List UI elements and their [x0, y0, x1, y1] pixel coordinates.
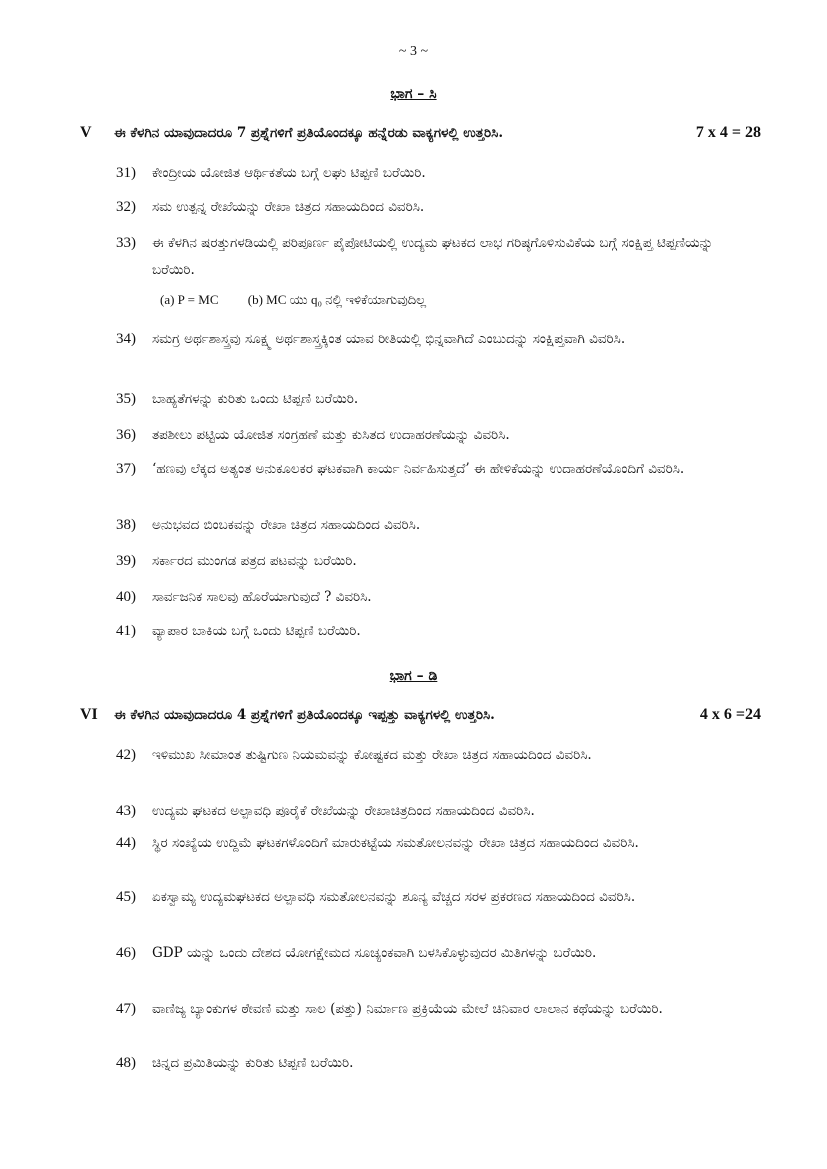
question-31: [100, 160, 757, 187]
section-d-heading: ಭಾಗ – ಡಿ: [389, 668, 438, 684]
question-text: ಬಾಹ್ಯತೆಗಳನ್ನು ಕುರಿತು ಒಂದು ಟಿಪ್ಪಣಿ ಬರೆಯಿರಿ.: [152, 391, 359, 407]
question-38: [100, 512, 757, 539]
question-number: 42): [116, 747, 136, 763]
question-number: 31): [116, 165, 136, 181]
question-text: ವ್ಯಾಪಾರ ಬಾಕಿಯ ಬಗ್ಗೆ ಒಂದು ಟಿಪ್ಪಣಿ ಬರೆಯಿರಿ.: [152, 623, 361, 639]
question-number: 43): [116, 803, 136, 819]
question-text: ಇಳಿಮುಖ ಸೀಮಾಂತ ತುಷ್ಟಿಗುಣ ನಿಯಮವನ್ನು ಕೋಷ್ಟಕದ ಮತ್ತು ರೇಖಾ ಚಿತ್ರದ ಸಹಾಯದಿಂದ ವಿವರಿಸಿ.: [152, 747, 592, 763]
section-d-instruction: ಈ ಕೆಳಗಿನ ಯಾವುದಾದರೂ 4 ಪ್ರಶ್ನೆಗಳಿಗೆ ಪ್ರತಿಯೊಂದಕ್ಕೂ ಇಪ್ಪತ್ತು ವಾಕ್ಯಗಳಲ್ಲಿ ಉತ್ತರಿಸಿ.: [114, 707, 495, 723]
question-number: 33): [116, 235, 136, 251]
question-36: [100, 422, 757, 449]
question-47: [100, 996, 757, 1023]
page-number: ~ 3 ~: [398, 44, 429, 59]
question-32: [100, 194, 757, 221]
question-43: [100, 798, 757, 825]
question-text: ಚಿನ್ನದ ಪ್ರಮಿತಿಯನ್ನು ಕುರಿತು ಟಿಪ್ಪಣಿ ಬರೆಯಿರಿ.: [152, 1055, 354, 1071]
question-41: [100, 618, 757, 645]
question-number: 48): [116, 1055, 136, 1071]
question-number: 34): [116, 331, 136, 347]
question-48: [100, 1050, 757, 1077]
question-40: [100, 584, 757, 611]
section-d-marks: 4 x 6 =24: [699, 706, 761, 723]
question-35: [100, 386, 757, 413]
question-text: GDP ಯನ್ನು ಒಂದು ದೇಶದ ಯೋಗಕ್ಷೇಮದ ಸೂಚ್ಯಂಕವಾಗಿ ಬಳಸಿಕೊಳ್ಳುವುದರ ಮಿತಿಗಳನ್ನು ಬರೆಯಿರಿ.: [152, 945, 597, 961]
question-number: 39): [116, 553, 136, 569]
question-number: 38): [116, 517, 136, 533]
question-text: ‘ಹಣವು ಲೆಕ್ಕದ ಅತ್ಯಂತ ಅನುಕೂಲಕರ ಘಟಕವಾಗಿ ಕಾರ್ಯ ನಿರ್ವಹಿಸುತ್ತದೆ’ ಈ ಹೇಳಿಕೆಯನ್ನು ಉದಾಹರಣೆಯೊಂದಿಗೆ ವಿವರಿಸಿ.: [152, 461, 685, 477]
question-text: ಸರ್ಕಾರದ ಮುಂಗಡ ಪತ್ರದ ಪಟವನ್ನು ಬರೆಯಿರಿ.: [152, 553, 357, 569]
question-number: 37): [116, 461, 136, 477]
question-text: ತಪಶೀಲು ಪಟ್ಟಿಯ ಯೋಜಿತ ಸಂಗ್ರಹಣೆ ಮತ್ತು ಕುಸಿತದ ಉದಾಹರಣೆಯನ್ನು ವಿವರಿಸಿ.: [152, 427, 510, 443]
question-34: [100, 326, 757, 353]
question-number: 36): [116, 427, 136, 443]
question-number: 46): [116, 945, 136, 961]
question-number: 41): [116, 623, 136, 639]
question-text: ಉದ್ಯಮ ಘಟಕದ ಅಲ್ಪಾವಧಿ ಪೂರೈಕೆ ರೇಖೆಯನ್ನು ರೇಖಾಚಿತ್ರದಿಂದ ಸಹಾಯದಿಂದ ವಿವರಿಸಿ.: [152, 803, 535, 819]
question-text: ವಾಣಿಜ್ಯ ಬ್ಯಾಂಕುಗಳ ಠೇವಣಿ ಮತ್ತು ಸಾಲ (ಪತ್ತು) ನಿರ್ಮಾಣ ಪ್ರಕ್ರಿಯೆಯ ಮೇಲೆ ಚಿನಿವಾರ ಲಾಲಾನ ಕಥೆಯನ್ನು ಬರೆಯಿರಿ.: [152, 1001, 663, 1017]
question-44: [100, 830, 757, 857]
section-c-heading: ಭಾಗ – ಸಿ: [390, 86, 437, 102]
question-number: 45): [116, 889, 136, 905]
question-42: [100, 742, 757, 769]
question-number: 40): [116, 589, 136, 605]
question-text: ಈ ಕೆಳಗಿನ ಷರತ್ತುಗಳಡಿಯಲ್ಲಿ ಪರಿಪೂರ್ಣ ಪೈಪೋಟಿಯಲ್ಲಿ ಉದ್ಯಮ ಘಟಕದ ಲಾಭ ಗರಿಷ್ಠಗೊಳಿಸುವಿಕೆಯ ಬಗ್ಗೆ ಸಂಕ್ಷಿಪ್ತ ಟಿಪ್ಪಣಿಯನ್ನು ಬರೆಯಿರಿ.: [152, 235, 714, 278]
question-number: 32): [116, 199, 136, 215]
section-c-marks: 7 x 4 = 28: [695, 124, 761, 141]
question-number: 44): [116, 835, 136, 851]
section-c-roman: V: [80, 124, 92, 141]
question-text: ಏಕಸ್ವಾಮ್ಯ ಉದ್ಯಮಘಟಕದ ಅಲ್ಪಾವಧಿ ಸಮತೋಲನವನ್ನು ಶೂನ್ಯ ವೆಚ್ಚದ ಸರಳ ಪ್ರಕರಣದ ಸಹಾಯದಿಂದ ವಿವರಿಸಿ.: [152, 889, 636, 905]
question-number: 47): [116, 1001, 136, 1017]
section-c-instruction: ಈ ಕೆಳಗಿನ ಯಾವುದಾದರೂ 7 ಪ್ರಶ್ನೆಗಳಿಗೆ ಪ್ರತಿಯೊಂದಕ್ಕೂ ಹನ್ನೆರಡು ವಾಕ್ಯಗಳಲ್ಲಿ ಉತ್ತರಿಸಿ.: [114, 125, 504, 141]
question-text: ಕೇಂದ್ರೀಯ ಯೋಜಿತ ಆರ್ಥಿಕತೆಯ ಬಗ್ಗೆ ಲಘು ಟಿಪ್ಪಣಿ ಬರೆಯಿರಿ.: [152, 165, 426, 181]
question-text: ಸಾರ್ವಜನಿಕ ಸಾಲವು ಹೊರೆಯಾಗುವುದೆ ? ವಿವರಿಸಿ.: [152, 589, 372, 605]
question-33-options: [160, 292, 452, 308]
question-45: [100, 884, 757, 911]
question-text: ಸಮ ಉತ್ಪನ್ನ ರೇಖೆಯನ್ನು ರೇಖಾ ಚಿತ್ರದ ಸಹಾಯದಿಂದ ವಿವರಿಸಿ.: [152, 199, 425, 215]
question-text: ಸ್ಥಿರ ಸಂಖ್ಯೆಯ ಉದ್ದಿಮೆ ಘಟಕಗಳೊಂದಿಗೆ ಮಾರುಕಟ್ಟೆಯ ಸಮತೋಲನವನ್ನು ರೇಖಾ ಚಿತ್ರದ ಸಹಾಯದಿಂದ ವಿವರಿಸಿ.: [152, 835, 639, 851]
question-text: ಸಮಗ್ರ ಅರ್ಥಶಾಸ್ತ್ರವು ಸೂಕ್ಷ್ಮ ಅರ್ಥಶಾಸ್ತ್ರಕ್ಕಿಂತ ಯಾವ ರೀತಿಯಲ್ಲಿ ಭಿನ್ನವಾಗಿದೆ ಎಂಬುದನ್ನು ಸಂಕ್ಷಿಪ್ತವಾಗಿ ವಿವರಿಸಿ.: [152, 331, 626, 347]
question-39: [100, 548, 757, 575]
question-37: [100, 456, 757, 483]
option-b: (b) MC ಯು q₀ ನಲ್ಲಿ ಇಳಿಕೆಯಾಗುವುದಿಲ್ಲ: [247, 292, 427, 307]
question-33: [100, 230, 757, 284]
option-a: (a) P = MC: [160, 292, 219, 307]
question-number: 35): [116, 391, 136, 407]
section-d-roman: VI: [80, 706, 98, 723]
question-46: [100, 940, 757, 967]
question-text: ಅನುಭವದ ಬಿಂಬಕವನ್ನು ರೇಖಾ ಚಿತ್ರದ ಸಹಾಯದಿಂದ ವಿವರಿಸಿ.: [152, 517, 421, 533]
